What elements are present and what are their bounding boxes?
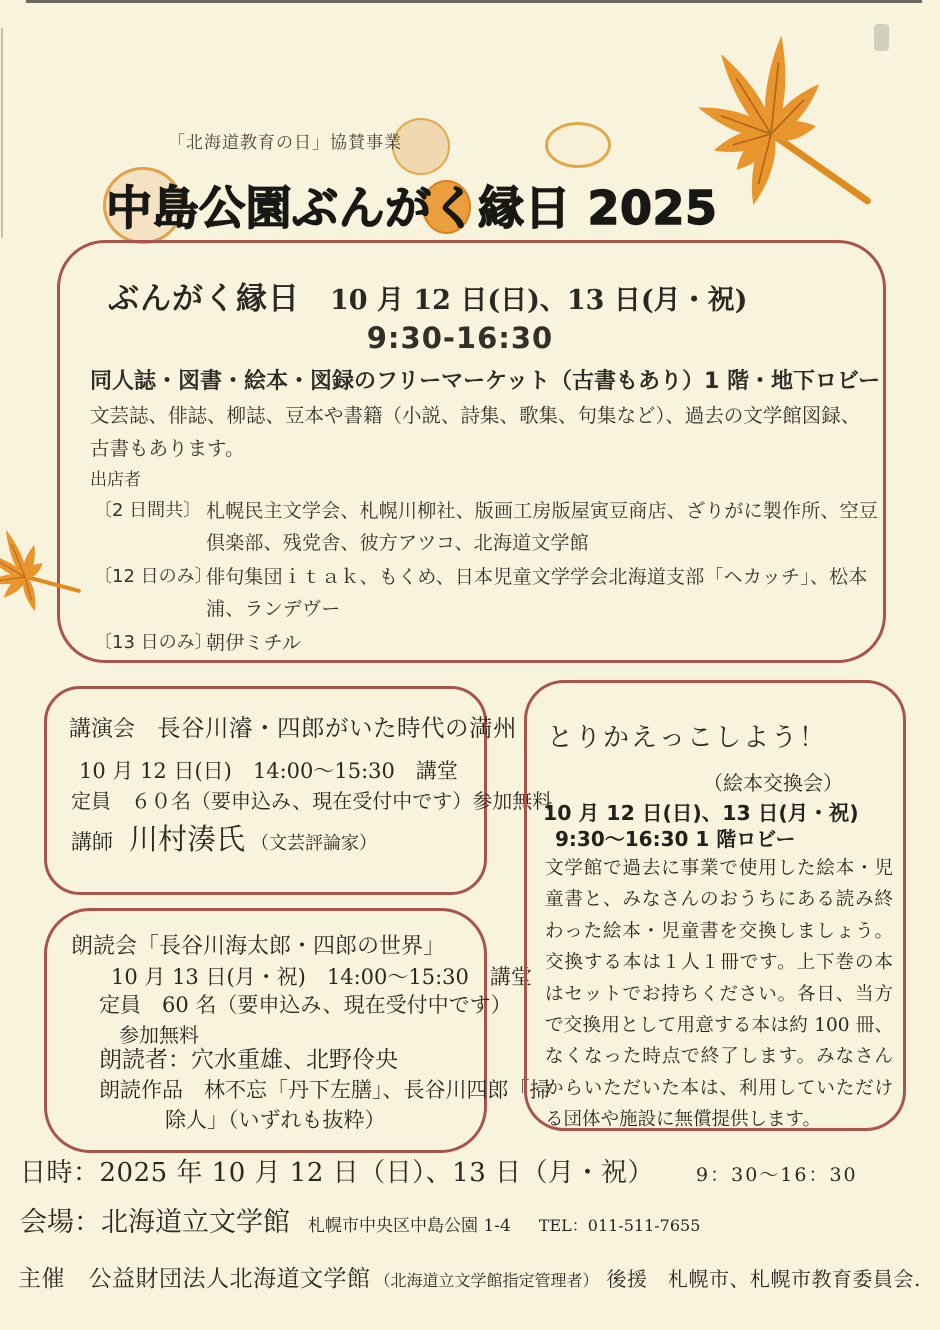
- vendor-row: [94, 561, 886, 625]
- reading-works-line2: 除人」（いずれも抜粋）: [165, 1108, 386, 1132]
- footer-organizer: [18, 1260, 921, 1293]
- maple-leaf-icon: [652, 14, 890, 254]
- footer-organizer-note: （北海道立文学館指定管理者）: [374, 1271, 599, 1290]
- flea-market-hours: 9:30-16:30: [366, 321, 554, 355]
- vendor-names: 俳句集団ｉｔａｋ、もくめ、日本児童文学学会北海道支部「ヘカッチ」、松本浦、ランデヴー: [206, 566, 868, 620]
- footer-venue-tel: TEL：011-511-7655: [538, 1216, 701, 1235]
- reading-schedule: 10 月 13 日(月・祝) 14:00～15:30 講堂: [111, 965, 532, 989]
- flea-market-items: 文芸誌、俳誌、柳誌、豆本や書籍（小説、詩集、歌集、句集など）、過去の文学館図録、古書もあります。: [90, 404, 861, 460]
- exchange-title: とりかえっこしよう！: [547, 723, 828, 753]
- vendor-row: [94, 495, 886, 559]
- flea-market-panel: [57, 240, 886, 663]
- exchange-dates: 10 月 12 日(日)、13 日(月・祝): [543, 801, 859, 825]
- scan-edge-left: [1, 28, 3, 238]
- reading-capacity: 定員 60 名（要申込み、現在受付中です）: [99, 993, 512, 1017]
- reading-works-line1: 朗読作品 林不忘「丹下左膳」、長谷川四郎「掃: [99, 1078, 551, 1102]
- program-note: 「北海道教育の日」協賛事業: [168, 133, 402, 153]
- footer-organizer-name: 主催 公益財団法人北海道文学館: [18, 1266, 371, 1292]
- lecturer-name: 川村湊氏: [129, 822, 246, 856]
- footer-datetime-text: 日時：2025 年 10 月 12 日（日）、13 日（月・祝）: [20, 1158, 655, 1188]
- flea-market-heading: [108, 273, 747, 318]
- event-title: 中島公園ぶんがく縁日 2025: [106, 181, 718, 235]
- flea-market-dates: 10 月 12 日(日)、13 日(月・祝): [330, 285, 748, 316]
- book-exchange-panel: [524, 680, 906, 1131]
- vendor-day-label: 〔13 日のみ〕: [94, 632, 213, 653]
- vendor-day-label: 〔2 日間共〕: [94, 500, 202, 521]
- exchange-description: 文学館で過去に事業で使用した絵本・児童書と、みなさんのおうちにある読み終わった絵本・児童書を交換しましょう。交換する本は１人１冊です。上下巻の本はセットでお持ちください。各日、当方で交換用として用意する本は約 100 冊、なくなった時点で終了します。みなさんからいただいた本は、利用していただける団体や施設に無償提供します。: [545, 858, 893, 1131]
- footer-venue-name: 会場：北海道立文学館: [20, 1207, 290, 1238]
- lecture-lecturer: [71, 817, 377, 858]
- exchange-time-place: 9:30～16:30 1 階ロビー: [555, 827, 796, 851]
- lecture-capacity: 定員 ６０名（要申込み、現在受付中です）参加無料: [71, 789, 553, 813]
- footer-support: 後援 札幌市、札幌市教育委員会.: [606, 1267, 921, 1291]
- deco-circle-icon: [545, 122, 611, 168]
- vendor-row: [94, 627, 886, 659]
- footer-venue-address: 札幌市中央区中島公園 1-4: [308, 1216, 511, 1236]
- lecturer-label: 講師: [71, 830, 113, 854]
- lecture-schedule: 10 月 12 日(日) 14:00～15:30 講堂: [79, 759, 458, 783]
- vendors-list: [94, 493, 886, 659]
- reading-fee: 参加無料: [119, 1023, 199, 1047]
- scan-edge-top: [26, 0, 922, 3]
- lecture-title: 長谷川濬・四郎がいた時代の満州: [157, 714, 518, 742]
- lecturer-title: （文芸評論家）: [251, 833, 378, 854]
- exchange-subtitle: （絵本交換会）: [703, 771, 843, 795]
- reading-title: 朗読会「長谷川海太郎・四郎の世界」: [71, 934, 446, 959]
- maple-leaf-small-icon: [0, 516, 86, 638]
- vendor-names: 朝伊ミチル: [206, 632, 302, 654]
- lecture-label: 講演会: [69, 717, 136, 742]
- flea-market-description: 同人誌・図書・絵本・図録のフリーマーケット（古書もあり）1 階・地下ロビー: [90, 369, 881, 394]
- vendors-label: 出店者: [90, 470, 141, 490]
- footer-venue: [20, 1200, 700, 1239]
- reading-panel: [44, 908, 551, 1153]
- lecture-heading: [69, 709, 517, 743]
- footer-hours: 9：30～16：30: [696, 1164, 858, 1186]
- lecture-panel: [44, 686, 553, 895]
- vendor-day-label: 〔12 日のみ〕: [94, 566, 213, 587]
- vendor-names: 札幌民主文学会、札幌川柳社、版画工房版屋寅豆商店、ざりがに製作所、空豆倶楽部、残党舎、彼方アツコ、北海道文学館: [206, 500, 879, 554]
- footer-datetime: [20, 1152, 858, 1189]
- flea-market-title: ぶんがく縁日: [108, 281, 300, 317]
- reading-readers: 朗読者：穴水重雄、北野伶央: [99, 1047, 398, 1073]
